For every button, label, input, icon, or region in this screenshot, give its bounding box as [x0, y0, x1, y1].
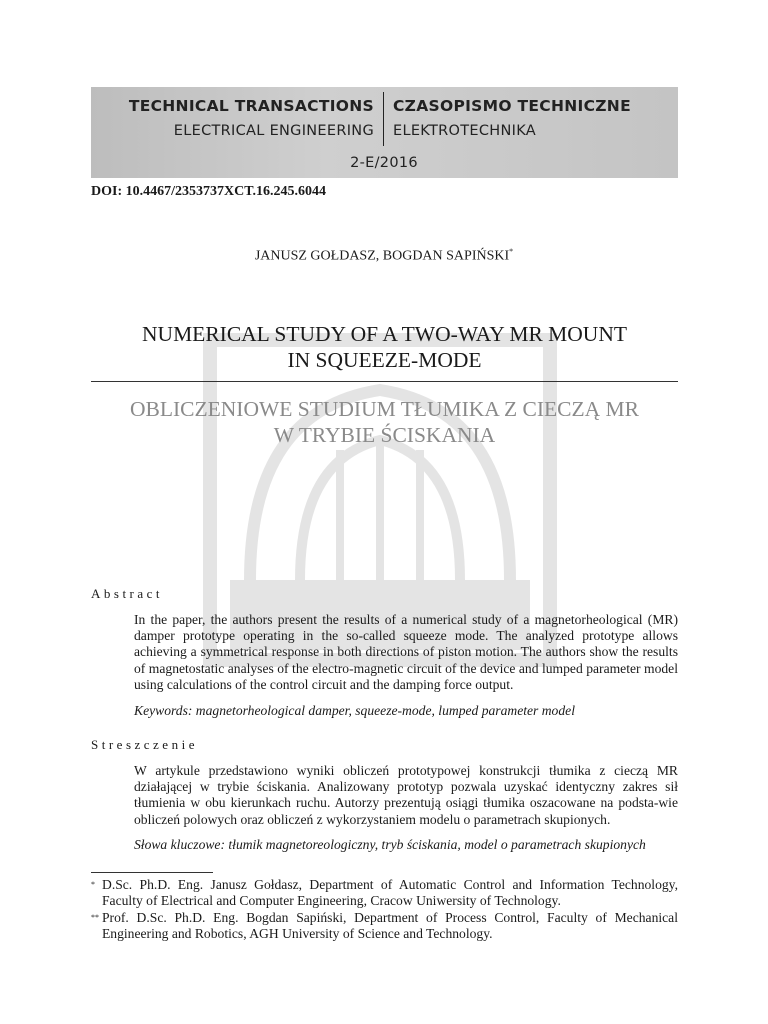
journal-issue: 2-E/2016	[350, 155, 418, 171]
title-en-line-1: NUMERICAL STUDY OF A TWO-WAY MR MOUNT	[142, 322, 627, 346]
author-line	[0, 247, 768, 265]
title-pl-line-2: W TRYBIE ŚCISKANIA	[273, 423, 496, 447]
paper-title-en	[91, 321, 678, 373]
footnote-2-text: Prof. D.Sc. Ph.D. Eng. Bogdan Sapiński, Department of Process Control, Faculty of Mechanical Engineering and Robotics, AGH University of Science and Technology.	[102, 910, 678, 942]
journal-title-en: TECHNICAL TRANSACTIONS	[128, 97, 374, 115]
header-divider	[383, 92, 384, 146]
author-footnote-mark: *	[509, 247, 514, 256]
streszczenie-heading: Streszczenie	[91, 737, 198, 752]
author-names: JANUSZ GOŁDASZ, BOGDAN SAPIŃSKI	[254, 248, 510, 264]
footnote-2	[91, 910, 678, 942]
abstract-heading: Abstract	[91, 586, 164, 601]
footnote-divider	[91, 872, 213, 873]
title-en-line-2: IN SQUEEZE-MODE	[287, 348, 482, 372]
title-divider	[91, 381, 678, 382]
title-pl-line-1: OBLICZENIOWE STUDIUM TŁUMIKA Z CIECZĄ MR	[130, 397, 639, 421]
journal-section-en: ELECTRICAL ENGINEERING	[173, 123, 374, 139]
footnote-1	[91, 877, 678, 909]
footnote-1-text: D.Sc. Ph.D. Eng. Janusz Gołdasz, Department of Automatic Control and Information Technology, Faculty of Electrical and Computer Engineering, Cracow Uniwersity of Technology.	[102, 877, 678, 909]
abstract-text: In the paper, the authors present the results of a numerical study of a magnetorheological (MR) damper prototype operating in the so-called squeeze mode. The analyzed prototype allows achieving a symmetrical response in both directions of piston motion. The authors show the results of magnetostatic analyses of the electro-magnetic circuit of the device and lumped parameter model using calculations of the control circuit and the damping force output.	[134, 612, 678, 692]
abstract-keywords: Keywords: magnetorheological damper, squeeze-mode, lumped parameter model	[134, 703, 575, 718]
journal-section-pl: ELEKTROTECHNIKA	[393, 123, 536, 139]
footnote-1-mark: *	[91, 880, 95, 889]
paper-title-pl	[91, 396, 678, 448]
streszczenie-keywords: Słowa kluczowe: tłumik magnetoreologiczny, tryb ściskania, model o parametrach skupionych	[134, 837, 646, 852]
doi-link[interactable]: DOI: 10.4467/2353737XCT.16.245.6044	[91, 184, 327, 199]
footnote-2-mark: **	[91, 913, 99, 922]
streszczenie-text: W artykule przedstawiono wyniki obliczeń prototypowej konstrukcji tłumika z cieczą MR działającej w trybie ściskania. Analizowany prototyp pozwala uzyskać identyczny zakres sił tłumienia w obu kierunkach ruchu. Autorzy prezentują osiągi tłumika oszacowane na podsta-wie obliczeń polowych oraz obliczeń z wykorzystaniem modelu o parametrach skupionych.	[134, 763, 678, 827]
journal-title-pl: CZASOPISMO TECHNICZNE	[393, 97, 631, 115]
